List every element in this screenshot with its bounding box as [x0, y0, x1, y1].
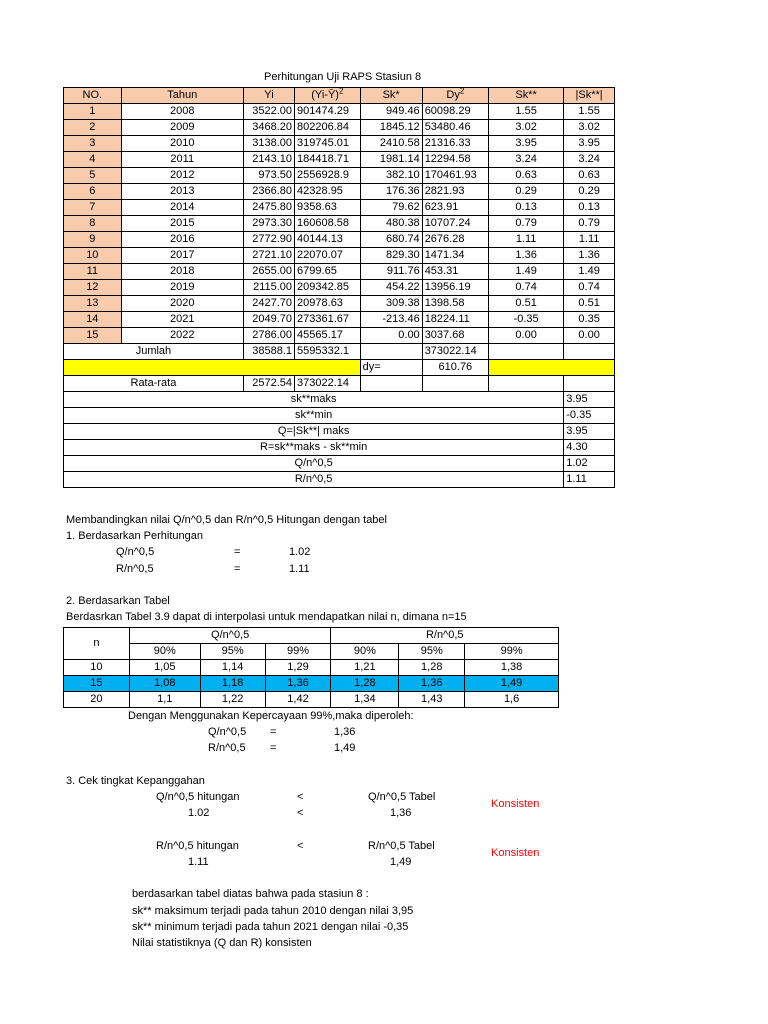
row-yi-dev: 319745.01: [295, 136, 361, 152]
row-tahun: 2021: [121, 312, 243, 328]
dy-value: 610.76: [422, 360, 488, 376]
row-tahun: 2017: [121, 248, 243, 264]
row-dy: 53480.46: [422, 120, 488, 136]
stat-row: [64, 424, 615, 440]
row-sk2: 3.95: [489, 136, 564, 152]
row-yi-dev: 42328.95: [295, 184, 361, 200]
row-sk2: 0.29: [489, 184, 564, 200]
conclusion-line: sk** minimum terjadi pada tahun 2021 dengan nilai -0,35: [132, 921, 409, 933]
table-row: [64, 280, 615, 296]
row-no: 9: [64, 232, 122, 248]
sec3-q-tab-label: Q/n^0,5 Tabel: [368, 791, 436, 803]
stat-row: [64, 392, 615, 408]
stat-value: -0.35: [564, 408, 615, 424]
interp-value: 1,22: [200, 692, 265, 708]
row-dy: 21316.33: [422, 136, 488, 152]
row-yi: 2786.00: [243, 328, 294, 344]
interp-header-q: Q/n^0,5: [129, 628, 331, 644]
rata-yi: 2572.54: [243, 376, 294, 392]
row-yi-dev: 901474.29: [295, 104, 361, 120]
row-no: 11: [64, 264, 122, 280]
stat-value: 3.95: [564, 392, 615, 408]
sec3-r-hit-label: R/n^0,5 hitungan: [156, 840, 239, 852]
row-tahun: 2013: [121, 184, 243, 200]
table-row: [64, 120, 615, 136]
row-tahun: 2019: [121, 280, 243, 296]
row-abs-sk2: 0.51: [564, 296, 615, 312]
table-row: [64, 104, 615, 120]
stat-row: [64, 440, 615, 456]
row-dy: 170461.93: [422, 168, 488, 184]
stat-label: sk**maks: [64, 392, 564, 408]
stat-row: [64, 408, 615, 424]
table-row: [64, 168, 615, 184]
row-yi-dev: 20978.63: [295, 296, 361, 312]
row-yi-dev: 209342.85: [295, 280, 361, 296]
table-row: [64, 328, 615, 344]
row-yi: 3468.20: [243, 120, 294, 136]
sec2-q-val: 1,36: [334, 726, 356, 738]
interp-value: 1,36: [265, 676, 331, 692]
rata-yi-dev: 373022.14: [295, 376, 361, 392]
stat-label: R/n^0,5: [64, 472, 564, 488]
row-abs-sk2: 3.95: [564, 136, 615, 152]
row-no: 8: [64, 216, 122, 232]
page-title: Perhitungan Uji RAPS Stasiun 8: [264, 71, 422, 83]
row-dy: 13956.19: [422, 280, 488, 296]
sec2-q-label: Q/n^0,5: [208, 726, 247, 738]
sec3-q-tab-val: 1,36: [390, 807, 412, 819]
sec3-title: 3. Cek tingkat Kepanggahan: [66, 775, 205, 787]
row-no: 5: [64, 168, 122, 184]
row-sk: 176.36: [360, 184, 422, 200]
header-sk: Sk*: [360, 88, 422, 104]
row-yi-dev: 6799.65: [295, 264, 361, 280]
row-sk: 829.30: [360, 248, 422, 264]
stat-label: sk**min: [64, 408, 564, 424]
row-sk2: 0.13: [489, 200, 564, 216]
row-yi: 2366.80: [243, 184, 294, 200]
row-abs-sk2: 1.36: [564, 248, 615, 264]
row-abs-sk2: 0.79: [564, 216, 615, 232]
table-row: [64, 232, 615, 248]
pct-header: 90%: [129, 644, 200, 660]
interp-row: [64, 660, 559, 676]
row-sk2: 0.63: [489, 168, 564, 184]
row-sk: 79.62: [360, 200, 422, 216]
pct-header: 90%: [331, 644, 399, 660]
row-sk2: 1.55: [489, 104, 564, 120]
sec2-title: 2. Berdasarkan Tabel: [66, 595, 170, 607]
interp-header-r: R/n^0,5: [331, 628, 559, 644]
interp-header-n: n: [64, 628, 130, 660]
row-dy: 1398.58: [422, 296, 488, 312]
conclusion-line: berdasarkan tabel diatas bahwa pada stasiun 8 :: [132, 888, 369, 900]
stat-value: 3.95: [564, 424, 615, 440]
table-row: [64, 296, 615, 312]
row-tahun: 2014: [121, 200, 243, 216]
stat-value: 4.30: [564, 440, 615, 456]
sec3-r-tab-label: R/n^0,5 Tabel: [368, 840, 435, 852]
row-yi: 2427.70: [243, 296, 294, 312]
interp-value: 1,14: [200, 660, 265, 676]
row-sk: 480.38: [360, 216, 422, 232]
pct-header: 99%: [265, 644, 331, 660]
row-abs-sk2: 1.11: [564, 232, 615, 248]
row-yi: 2475.80: [243, 200, 294, 216]
interp-value: 1,28: [331, 676, 399, 692]
row-sk2: 0.74: [489, 280, 564, 296]
jumlah-yi-dev: 5595332.1: [295, 344, 361, 360]
sec2-q-eq: =: [270, 726, 277, 738]
row-dy: 18224.11: [422, 312, 488, 328]
table-header-row: [64, 88, 615, 104]
row-abs-sk2: 3.24: [564, 152, 615, 168]
sec2-r-label: R/n^0,5: [208, 742, 246, 754]
compare-title: Membandingkan nilai Q/n^0,5 dan R/n^0,5 Hitungan dengan tabel: [66, 514, 387, 526]
stat-value: 1.11: [564, 472, 615, 488]
stat-label: Q=|Sk**| maks: [64, 424, 564, 440]
sec2-r-val: 1,49: [334, 742, 356, 754]
sec2-desc: Berdasrkan Tabel 3.9 dapat di interpolasi untuk mendapatkan nilai n, dimana n=15: [66, 611, 467, 623]
stat-label: R=sk**maks - sk**min: [64, 440, 564, 456]
interp-value: 1,29: [265, 660, 331, 676]
row-sk2: -0.35: [489, 312, 564, 328]
row-no: 4: [64, 152, 122, 168]
interp-value: 1,1: [129, 692, 200, 708]
row-yi-dev: 9358.63: [295, 200, 361, 216]
interp-value: 1,42: [265, 692, 331, 708]
sec3-q-lt: <: [297, 791, 304, 803]
interp-value: 1,18: [200, 676, 265, 692]
row-dy: 12294.58: [422, 152, 488, 168]
interp-n: 15: [64, 676, 130, 692]
row-yi: 3522.00: [243, 104, 294, 120]
conclusion-line: sk** maksimum terjadi pada tahun 2010 dengan nilai 3,95: [132, 905, 414, 917]
row-yi-dev: 802206.84: [295, 120, 361, 136]
row-no: 13: [64, 296, 122, 312]
table-row: [64, 248, 615, 264]
row-tahun: 2008: [121, 104, 243, 120]
table-row: [64, 264, 615, 280]
row-sk: 2410.58: [360, 136, 422, 152]
row-no: 3: [64, 136, 122, 152]
row-abs-sk2: 0.29: [564, 184, 615, 200]
r-status-label: Konsisten: [491, 847, 540, 859]
row-tahun: 2009: [121, 120, 243, 136]
row-tahun: 2015: [121, 216, 243, 232]
rata-row: [64, 376, 615, 392]
row-tahun: 2022: [121, 328, 243, 344]
row-yi: 3138.00: [243, 136, 294, 152]
sec3-r-hit-val: 1.11: [188, 856, 209, 868]
row-no: 14: [64, 312, 122, 328]
row-yi-dev: 160608.58: [295, 216, 361, 232]
row-tahun: 2016: [121, 232, 243, 248]
row-yi-dev: 40144.13: [295, 232, 361, 248]
row-sk2: 1.49: [489, 264, 564, 280]
row-no: 10: [64, 248, 122, 264]
row-abs-sk2: 0.13: [564, 200, 615, 216]
jumlah-yi: 38588.1: [243, 344, 294, 360]
interp-value: 1,34: [331, 692, 399, 708]
row-yi: 2115.00: [243, 280, 294, 296]
row-abs-sk2: 0.00: [564, 328, 615, 344]
row-yi: 2049.70: [243, 312, 294, 328]
sec1-title: 1. Berdasarkan Perhitungan: [66, 530, 203, 542]
jumlah-label: Jumlah: [64, 344, 244, 360]
row-yi: 2721.10: [243, 248, 294, 264]
row-sk: 1981.14: [360, 152, 422, 168]
row-yi: 2655.00: [243, 264, 294, 280]
row-no: 2: [64, 120, 122, 136]
interp-value: 1,6: [465, 692, 559, 708]
row-abs-sk2: 1.55: [564, 104, 615, 120]
row-sk2: 0.79: [489, 216, 564, 232]
table-row: [64, 200, 615, 216]
row-tahun: 2011: [121, 152, 243, 168]
interp-value: 1,08: [129, 676, 200, 692]
q-status-label: Konsisten: [491, 798, 540, 810]
header-yi-dev: (Yi-Ȳ)$^2$: [295, 88, 361, 104]
row-sk: 680.74: [360, 232, 422, 248]
row-dy: 60098.29: [422, 104, 488, 120]
row-sk: 454.22: [360, 280, 422, 296]
row-abs-sk2: 0.63: [564, 168, 615, 184]
row-dy: 453.31: [422, 264, 488, 280]
row-tahun: 2012: [121, 168, 243, 184]
row-dy: 2676.28: [422, 232, 488, 248]
row-sk: 309.38: [360, 296, 422, 312]
sec1-r-val: 1.11: [289, 563, 310, 575]
sec1-q-val: 1.02: [289, 546, 311, 558]
interp-value: 1,36: [399, 676, 465, 692]
row-sk: 0.00: [360, 328, 422, 344]
row-dy: 2821.93: [422, 184, 488, 200]
interpolation-table: [63, 627, 559, 708]
sec1-q-label: Q/n^0,5: [116, 546, 155, 558]
row-tahun: 2010: [121, 136, 243, 152]
row-sk2: 0.51: [489, 296, 564, 312]
rata-label: Rata-rata: [64, 376, 244, 392]
row-yi: 2143.10: [243, 152, 294, 168]
interp-value: 1,28: [399, 660, 465, 676]
sec3-q-lt2: <: [297, 807, 304, 819]
interp-row: [64, 692, 559, 708]
header-tahun: Tahun: [121, 88, 243, 104]
row-sk: -213.46: [360, 312, 422, 328]
table-row: [64, 184, 615, 200]
stat-row: [64, 456, 615, 472]
table-row: [64, 312, 615, 328]
table-row: [64, 216, 615, 232]
row-no: 7: [64, 200, 122, 216]
sec1-q-eq: =: [234, 546, 241, 558]
interp-value: 1,38: [465, 660, 559, 676]
row-dy: 623.91: [422, 200, 488, 216]
row-sk2: 3.24: [489, 152, 564, 168]
row-sk: 382.10: [360, 168, 422, 184]
row-sk2: 3.02: [489, 120, 564, 136]
row-abs-sk2: 1.49: [564, 264, 615, 280]
row-sk: 949.46: [360, 104, 422, 120]
row-sk2: 1.36: [489, 248, 564, 264]
sec3-q-hit-val: 1.02: [188, 807, 210, 819]
row-no: 15: [64, 328, 122, 344]
interp-value: 1,49: [465, 676, 559, 692]
row-yi-dev: 2556928.9: [295, 168, 361, 184]
row-yi: 973.50: [243, 168, 294, 184]
row-abs-sk2: 0.74: [564, 280, 615, 296]
stat-row: [64, 472, 615, 488]
dy-label: dy=: [360, 360, 422, 376]
row-sk2: 1.11: [489, 232, 564, 248]
sec2-r-eq: =: [270, 742, 277, 754]
stat-label: Q/n^0,5: [64, 456, 564, 472]
header-abs-sk2: |Sk**|: [564, 88, 615, 104]
pct-header: 95%: [200, 644, 265, 660]
header-sk2: Sk**: [489, 88, 564, 104]
pct-header: 95%: [399, 644, 465, 660]
row-dy: 10707.24: [422, 216, 488, 232]
row-yi: 2973.30: [243, 216, 294, 232]
interp-value: 1,43: [399, 692, 465, 708]
row-tahun: 2018: [121, 264, 243, 280]
sec3-r-lt: <: [297, 840, 304, 852]
interp-row: [64, 676, 559, 692]
row-yi-dev: 22070.07: [295, 248, 361, 264]
row-dy: 3037.68: [422, 328, 488, 344]
header-yi: Yi: [243, 88, 294, 104]
row-no: 12: [64, 280, 122, 296]
header-dy: Dy$^2$: [422, 88, 488, 104]
row-sk2: 0.00: [489, 328, 564, 344]
row-sk: 1845.12: [360, 120, 422, 136]
header-no: NO.: [64, 88, 122, 104]
row-abs-sk2: 0.35: [564, 312, 615, 328]
stat-value: 1.02: [564, 456, 615, 472]
row-dy: 1471.34: [422, 248, 488, 264]
table-row: [64, 152, 615, 168]
conclusion-line: Nilai statistiknya (Q dan R) konsisten: [132, 937, 312, 949]
jumlah-dy: 373022.14: [422, 344, 488, 360]
row-yi-dev: 45565.17: [295, 328, 361, 344]
sec1-r-eq: =: [234, 563, 241, 575]
sec3-r-tab-val: 1,49: [390, 856, 412, 868]
table-row: [64, 136, 615, 152]
row-yi-dev: 273361.67: [295, 312, 361, 328]
row-sk: 911.76: [360, 264, 422, 280]
interp-value: 1,21: [331, 660, 399, 676]
interp-value: 1,05: [129, 660, 200, 676]
sec2-conf-text: Dengan Menggunakan Kepercayaan 99%,maka diperoleh:: [128, 710, 414, 722]
row-yi: 2772.90: [243, 232, 294, 248]
row-tahun: 2020: [121, 296, 243, 312]
pct-header: 99%: [465, 644, 559, 660]
row-no: 1: [64, 104, 122, 120]
jumlah-row: [64, 344, 615, 360]
raps-table: [63, 87, 615, 488]
interp-n: 10: [64, 660, 130, 676]
row-abs-sk2: 3.02: [564, 120, 615, 136]
sec1-r-label: R/n^0,5: [116, 563, 154, 575]
dy-row: [64, 360, 615, 376]
interp-n: 20: [64, 692, 130, 708]
row-no: 6: [64, 184, 122, 200]
row-yi-dev: 184418.71: [295, 152, 361, 168]
sec3-q-hit-label: Q/n^0,5 hitungan: [156, 791, 240, 803]
